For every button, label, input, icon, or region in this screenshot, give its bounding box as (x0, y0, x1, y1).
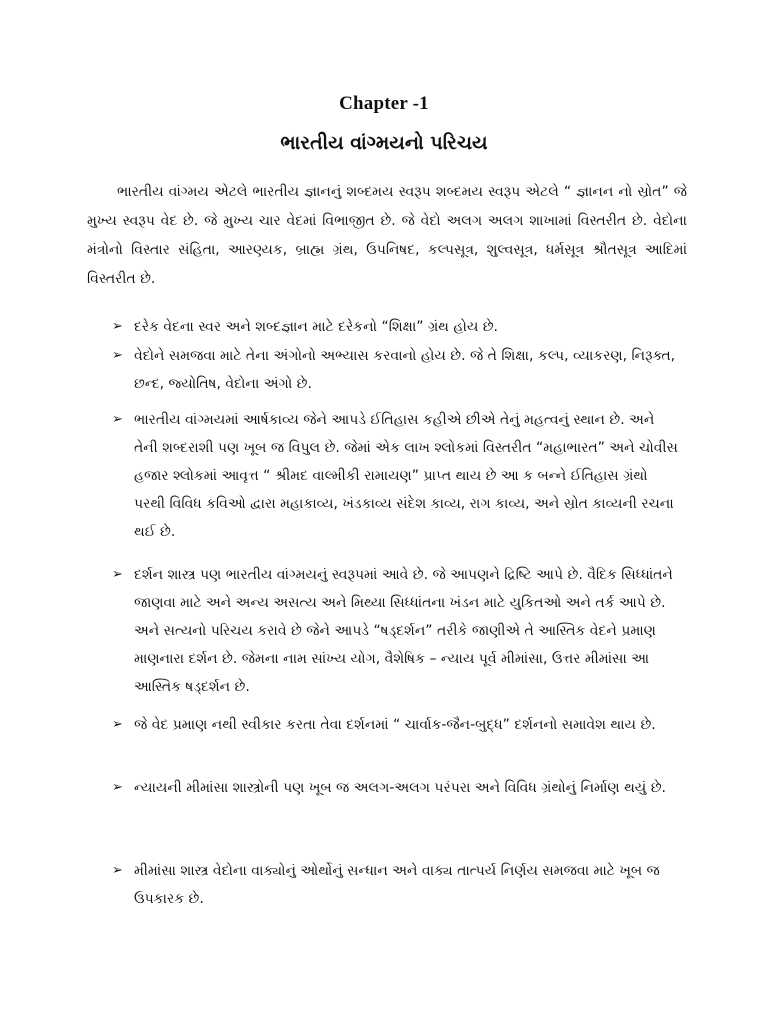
bullet-text: ભારતીય વાંગ્મયમાં આર્ષકાવ્ય જેને આપડે ઈતિહાસ કહીએ છીએ તેનું મહત્વનું સ્થાન છે. અને તેની શબ્દરાશી પણ ખૂબ જ વિપુલ છે. જેમાં એક લાખ શ્લોકમાં વિસ્તરીત “મહાભારત” અને ચોવીસ હજાર શ્લોકમાં આવૃત્ત “ શ્રીમદ વાલ્મીકી રામાયણ” પ્રાપ્ત થાય છે આ ક બન્ને ઈતિહાસ ગ્રંથો પરથી વિવિધ કવિઓ દ્વારા મહાકાવ્ય, ખંડકાવ્ય સંદેશ કાવ્ય, રાગ કાવ્ય, અને સ્રોત કાવ્યની રચના થઈ છે. (134, 412, 678, 540)
arrow-bullet-icon: ➢ (112, 717, 123, 732)
bullet-text: જે વેદ પ્રમાણ નથી સ્વીકાર કરતા તેવા દર્શનમાં “ ચાર્વાક-જૈન-બુદ્ધ” દર્શનનો સમાવેશ થાય છે. (134, 717, 656, 733)
bullet-item (112, 857, 682, 913)
bullet-text: મીમાંસા શાસ્ત્ર વેદોના વાક્યોનું ઓર્થોનું સન્ધાન અને વાક્ય તાત્પર્ય નિર્ણય સમજવા માટે ખૂબ જ ઉપકારક છે. (134, 863, 660, 907)
bullet-text: દરેક વેદના સ્વર અને શબ્દજ્ઞાન માટે દરેકનો “શિક્ષા” ગ્રંથ હોય છે. (134, 319, 499, 335)
bullet-item (112, 313, 498, 341)
arrow-bullet-icon: ➢ (112, 319, 123, 334)
intro-paragraph: ભારતીય વાંગ્મય એટલે ભારતીય જ્ઞાનનું શબ્દમય સ્વરૂપ શબ્દમય સ્વરૂપ એટલે “ જ્ઞાનન નો સ્રોત” જે મુખ્ય સ્વરૂપ વેદ છે. જે મુખ્ય ચાર વેદમાં વિભાજીત છે. જે વેદો અલગ અલગ શાખામાં વિસ્તરીત છે. વેદોના મંત્રોનો વિસ્તાર સંહિતા, આરણ્યક, બ્રાહ્મ ગ્રંથ, ઉપનિષદ, કલ્પસૂત્ર, શુલ્વસૂત્ર, ધર્મસૂત્ર શ્રૌતસૂત્ર આદિમાં વિસ્તરીત છે. (87, 184, 687, 287)
bullet-text: ન્યાયની મીમાંસા શાસ્ત્રોની પણ ખૂબ જ અલગ-અલગ પરંપરા અને વિવિધ ગ્રંથોનું નિર્માણ થયું છે. (134, 780, 666, 796)
bullet-item (112, 774, 666, 802)
bullet-item (112, 342, 682, 398)
arrow-bullet-icon: ➢ (112, 412, 123, 427)
arrow-bullet-icon: ➢ (112, 348, 123, 363)
bullet-text: દર્શન શાસ્ત્ર પણ ભારતીય વાંગ્મયનું સ્વરૂપમાં આવે છે. જે આપણને દ્રિષ્ટિ આપે છે. વૈદિક સિધ્ધાંતને જાણવા માટે અને અન્ય અસત્ય અને મિથ્યા સિધ્ધાંતના ખંડન માટે યુકિતઓ અને તર્ક આપે છે. અને સત્યનો પરિચય કરાવે છે જેને આપડે “ષડ્દર્શન” તરીકે જાણીએ તે આસ્તિક વેદને પ્રમાણ માણનારા દર્શન છે. જેમના નામ સાંખ્ય યોગ, વૈશેષિક – ન્યાય પૂર્વ મીમાંસા, ઉત્તર મીમાંસા આ આસ્તિક ષડ્દર્શન છે. (134, 567, 673, 695)
arrow-bullet-icon: ➢ (112, 567, 123, 582)
bullet-item (112, 406, 682, 546)
arrow-bullet-icon: ➢ (112, 863, 123, 878)
bullet-item (112, 711, 656, 739)
bullet-item (112, 561, 682, 701)
chapter-title: ભારતીય વાંગ્મયનો પરિચય (280, 132, 488, 154)
arrow-bullet-icon: ➢ (112, 780, 123, 795)
bullet-text: વેદોને સમજવા માટે તેના અંગોનો અભ્યાસ કરવાનો હોય છે. જે તે શિક્ષા, કલ્પ, વ્યાકરણ, નિરૂક્ત, છન્દ, જ્યોતિષ, વેદોના અંગો છે. (134, 348, 676, 392)
chapter-heading: Chapter -1 (339, 93, 429, 114)
